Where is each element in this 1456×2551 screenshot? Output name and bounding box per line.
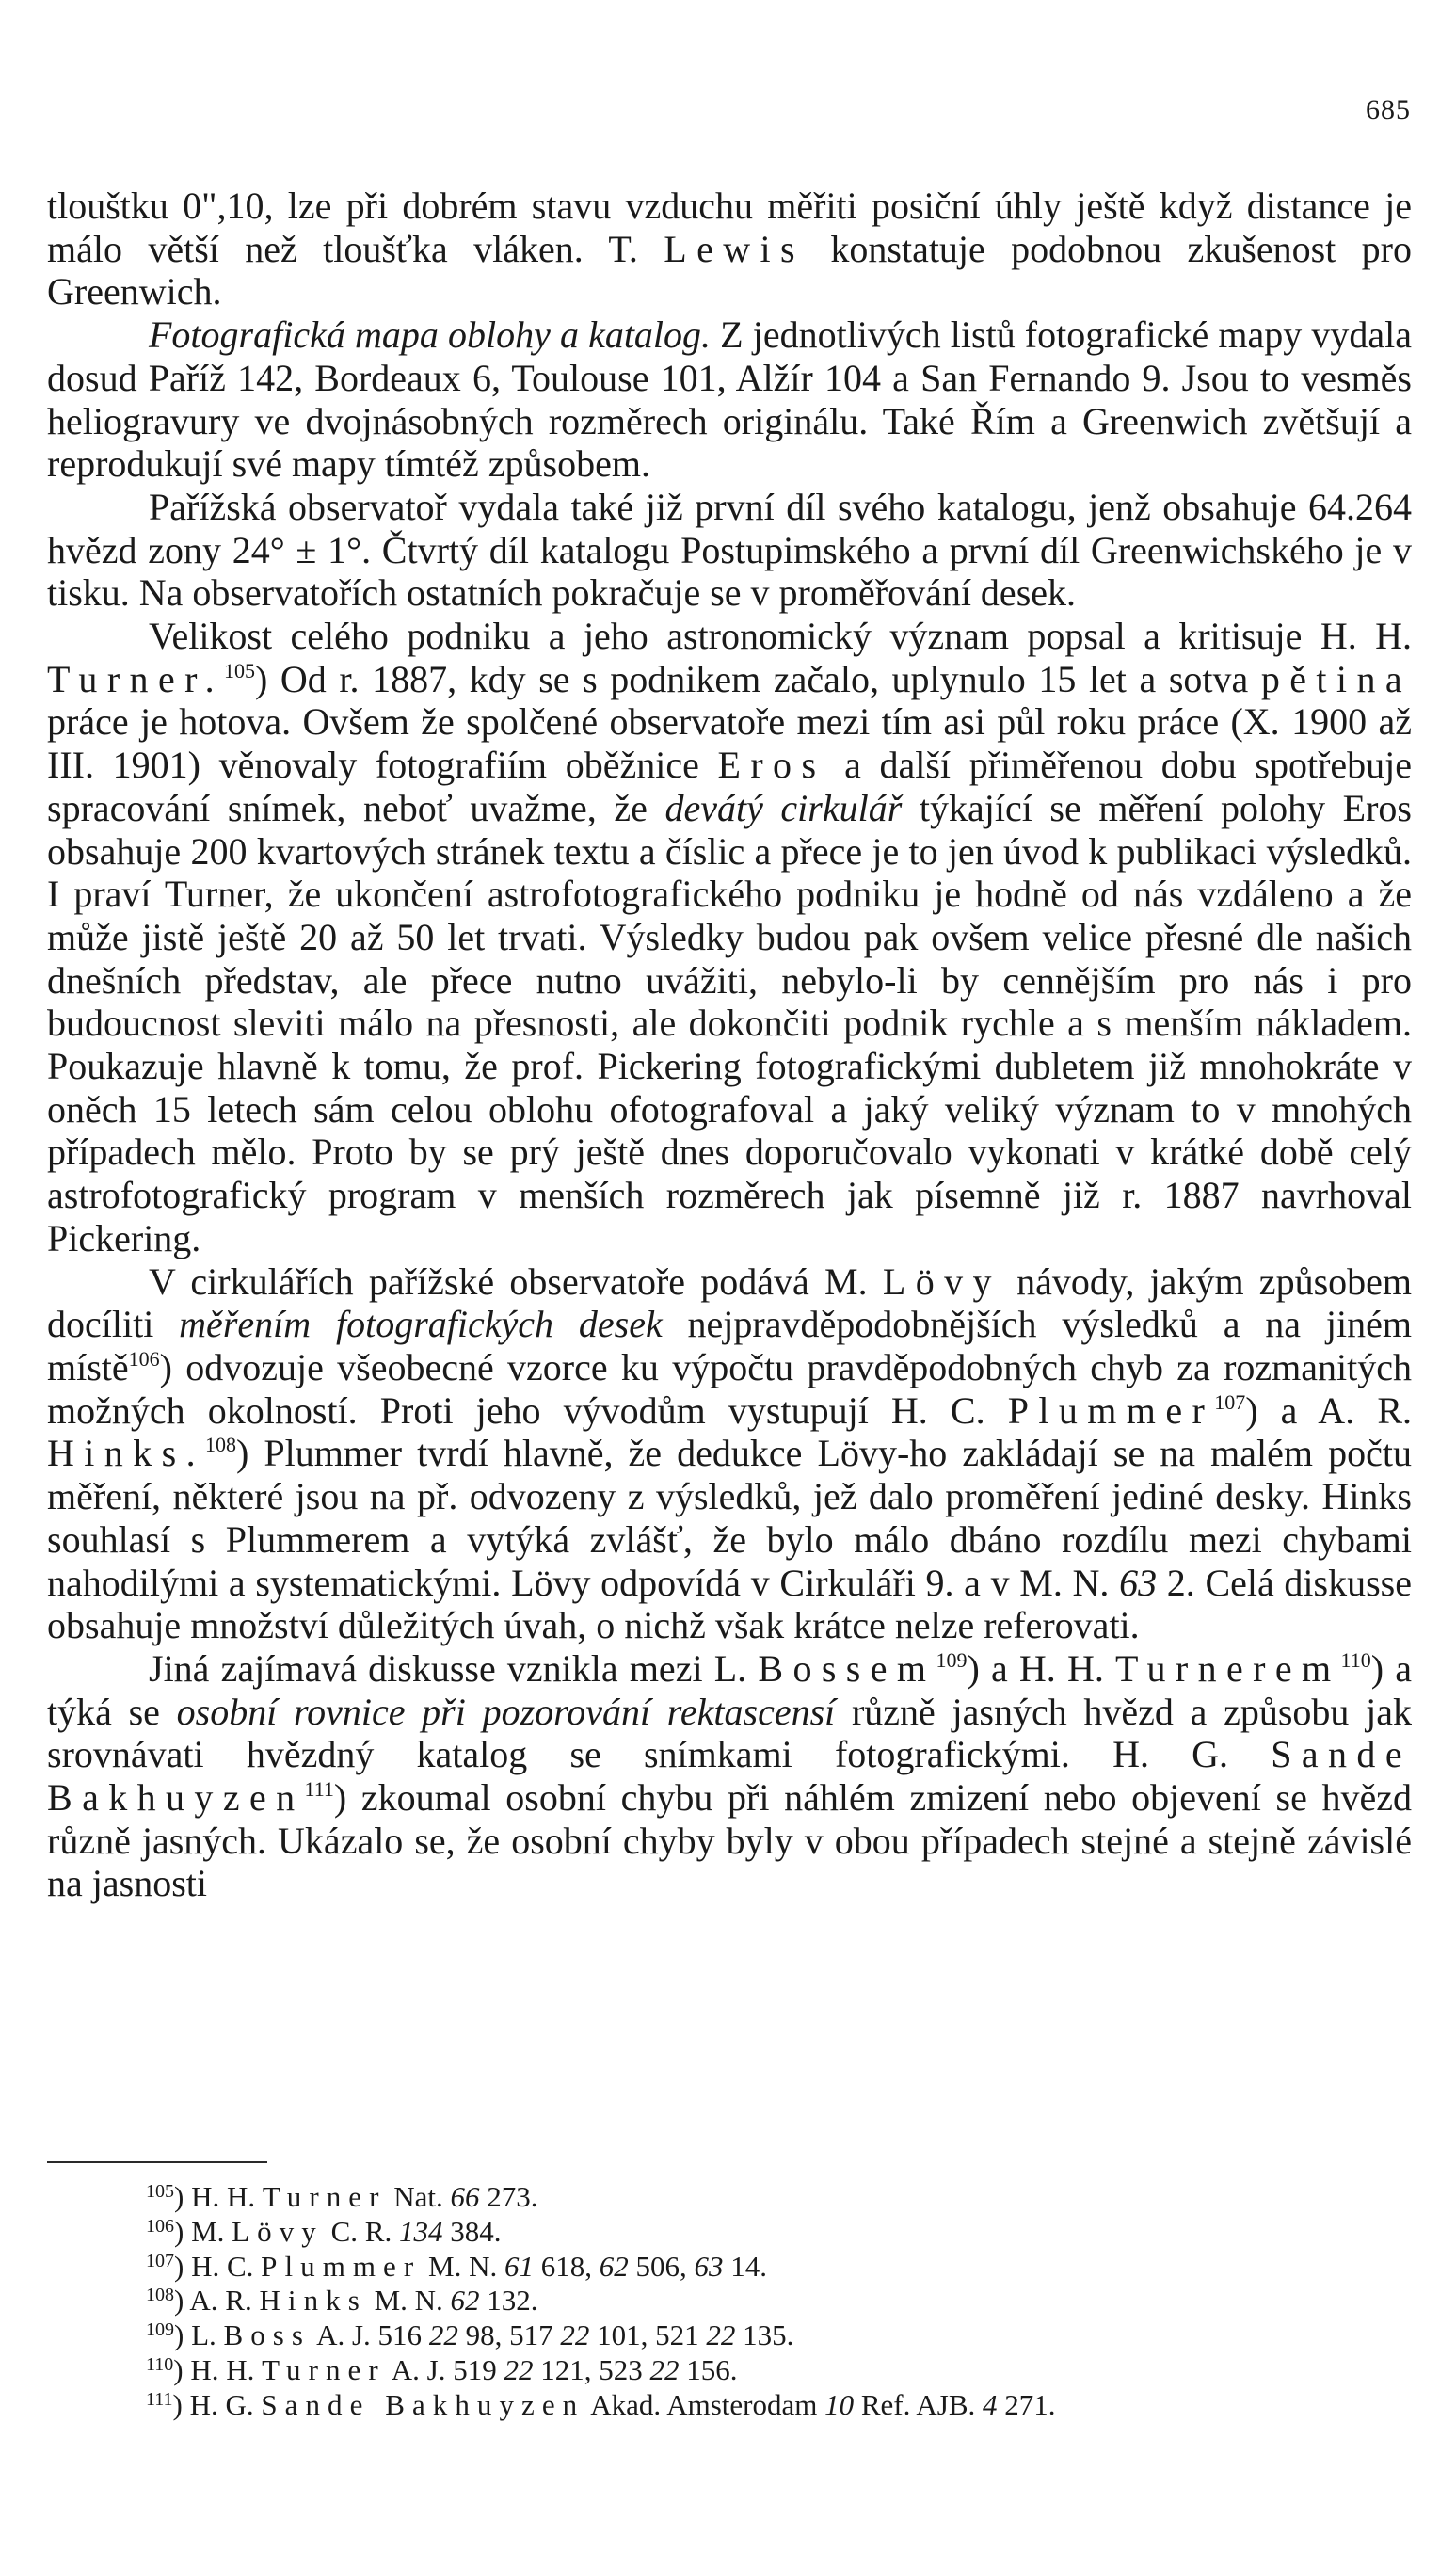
footnote-111: $^{111}$) H. G. Sande Bakhuyzen Akad. Amsterodam 10 Ref. AJB. 4 271. xyxy=(146,2387,1056,2421)
footnotes xyxy=(146,2180,1369,2423)
footnote-divider xyxy=(47,2161,267,2163)
paragraph: tlouštku 0",10, lze při dobrém stavu vzduchu měřiti posiční úhly ještě když distance je málo větší než tloušťka vláken. T. Lewis konstatuje podobnou zkušenost pro Greenwich. xyxy=(47,185,1412,313)
footnote-ref: 105 xyxy=(224,658,256,682)
footnote-105: $^{105}$) H. H. Turner Nat. 66 273. xyxy=(146,2180,538,2213)
footnote-110: $^{110}$) H. H. Turner A. J. 519 22 121, 523 22 156. xyxy=(146,2352,738,2386)
footnote-ref: 109 xyxy=(936,1647,968,1672)
footnote-ref: 111 xyxy=(304,1777,334,1802)
paragraph: Velikost celého podniku a jeho astronomický význam popsal a kritisuje H. H. Turner.$^{105}$) Od r. 1887, kdy se s podnikem začalo, uplynulo 15 let a sotva pětina práce je hotova. Ovšem že spolčené observatoře mezi tím asi půl roku práce (X. 1900 až III. 1901) věnovaly fotografiím oběžnice Eros a další přiměřenou dobu spotřebuje spracování snímek, neboť uvažme, že devátý cirkulář týkající se měření polohy Eros obsahuje 200 kvartových stránek textu a číslic a přece je to jen úvod k publikaci výsledků. I praví Turner, že ukončení astrofotografického podniku je hodně od nás vzdáleno a že může jistě ještě 20 až 50 let trvati. Výsledky budou pak ovšem velice přesné dle našich dnešních představ, ale přece nutno uvážiti, nebylo-li by cennějším pro nás i pro budoucnost sleviti málo na přesnosti, ale dokončiti podnik rychle a s menším nákladem. Poukazuje hlavně k tomu, že prof. Pickering fotografickými dubletem již mnohokráte v oněch 15 letech sám celou oblohu ofotografoval a jaký veliký význam to v mnohých případech mělo. Proto by se prý ještě dnes doporučovalo vykonati v krátké době celý astrofotografický program v menších rozměrech jak písemně již r. 1887 navrhoval Pickering. xyxy=(47,615,1413,1259)
footnote-ref: 108 xyxy=(204,1433,236,1457)
page-number: 685 xyxy=(1366,94,1411,125)
footnote-106: $^{106}$) M. Lövy C. R. 134 384. xyxy=(146,2214,502,2248)
paragraph: Pařížská observatoř vydala také již první díl svého katalogu, jenž obsahuje 64.264 hvězd zony 24° ± 1°. Čtvrtý díl katalogu Postupimského a první díl Greenwichského je v tisku. Na observatořích ostatních pokračuje se v proměřování desek. xyxy=(47,485,1412,615)
footnote-107: $^{107}$) H. C. Plummer M. N. 61 618, 62 506, 63 14. xyxy=(146,2249,767,2283)
paragraph: Jiná zajímavá diskusse vznikla mezi L. Bossem$^{109}$) a H. H. Turnerem$^{110}$) a týká se osobní rovnice při pozorování rektascensí různě jasných hvězd a způsobu jak srovnávati hvězdný katalog se snímkami fotografickými. H. G. Sande Bakhuyzen$^{111}$) zkoumal osobní chybu při náhlém zmizení nebo objevení se hvězd různě jasných. Ukázalo se, že osobní chyby byly v obou případech stejné a stejně závislé na jasnosti xyxy=(47,1646,1413,1905)
footnote-ref: 110 xyxy=(1340,1647,1371,1672)
paragraph: Fotografická mapa oblohy a katalog. Z jednotlivých listů fotografické mapy vydala dosud Paříž 142, Bordeaux 6, Toulouse 101, Alžír 104 a San Fernando 9. Jsou to vesměs heliogravury ve dvojnásobných rozměrech originálu. Také Řím a Greenwich zvětšují a reprodukují své mapy tímtéž způsobem. xyxy=(47,313,1412,486)
footnote-108: $^{108}$) A. R. Hinks M. N. 62 132. xyxy=(146,2284,538,2318)
paragraph: V cirkulářích pařížské observatoře podává M. Lövy návody, jakým způsobem docíliti měřením fotografických desek nejpravděpodobnějších výsledků a na jiném místě$^{106}$) odvozuje všeobecné vzorce ku výpočtu pravděpodobných chyb za rozmanitých možných okolností. Proti jeho vývodům vystupují H. C. Plummer$^{107}$) a A. R. Hinks.$^{108}$) Plummer tvrdí hlavně, že dedukce Lövy-ho zakládají se na malém počtu měření, některé jsou na př. odvozeny z výsledků, jež dalo proměření jediné desky. Hinks souhlasí s Plummerem a vytýká zvlášť, že bylo málo dbáno rozdílu mezi chybami nahodilými a systematickými. Lövy odpovídá v Cirkuláři 9. a v M. N. 63 2. Celá diskusse obsahuje množství důležitých úvah, o nichž však krátce nelze referovati. xyxy=(47,1259,1412,1647)
footnote-ref: 107 xyxy=(1214,1389,1246,1414)
body-text xyxy=(47,185,1412,1905)
footnote-ref: 106 xyxy=(128,1346,160,1371)
footnote-109: $^{109}$) L. Boss A. J. 516 22 98, 517 22 101, 521 22 135. xyxy=(146,2318,794,2352)
